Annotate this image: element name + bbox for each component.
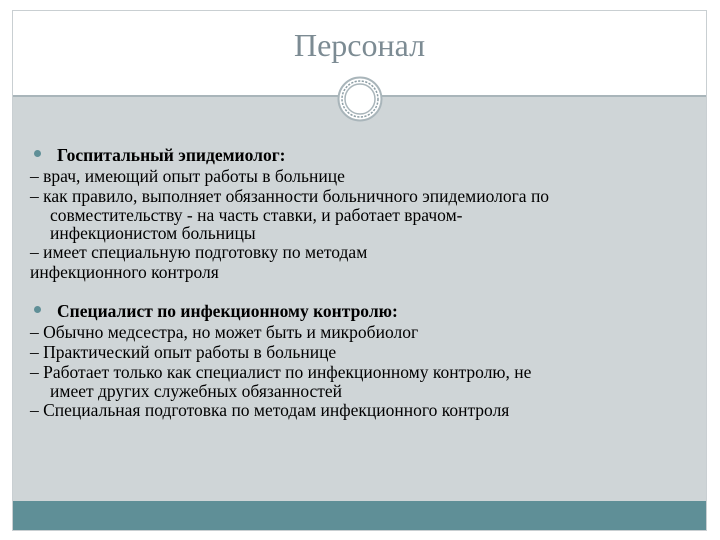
body-line-indented: имеет других служебных обязанностей [50, 381, 343, 401]
body-line: – Специальная подготовка по методам инфекционного контроля [30, 400, 510, 420]
section-heading-label: Специалист по инфекционному контролю: [57, 301, 398, 321]
bullet-dot-icon [34, 306, 41, 313]
circle-ornament-icon [337, 76, 383, 122]
body-line: – имеет специальную подготовку по методам [30, 242, 368, 262]
bottom-accent-bar [13, 501, 706, 530]
section-heading-label: Госпитальный эпидемиолог: [57, 145, 286, 165]
body-line-indented: инфекционистом больницы [50, 223, 256, 243]
body-line: – Обычно медсестра, но может быть и микробиолог [30, 322, 419, 342]
slide-title: Персонал [293, 27, 426, 63]
section-heading-hospital-epidemiologist [30, 144, 690, 166]
body-line: – Работает только как специалист по инфекционному контролю, не [30, 362, 532, 382]
body-line-indented: совместительству - на часть ставки, и работает врачом- [50, 205, 463, 225]
body-line: инфекционного контроля [30, 262, 219, 282]
section-gap [30, 282, 690, 300]
section-heading-infection-control-specialist [30, 300, 690, 322]
slide-body [30, 144, 690, 420]
bullet-dot-icon [34, 150, 41, 157]
body-line: – как правило, выполняет обязанности больничного эпидемиолога по [30, 186, 550, 206]
body-line: – Практический опыт работы в больнице [30, 342, 337, 362]
body-line: – врач, имеющий опыт работы в больнице [30, 166, 345, 186]
